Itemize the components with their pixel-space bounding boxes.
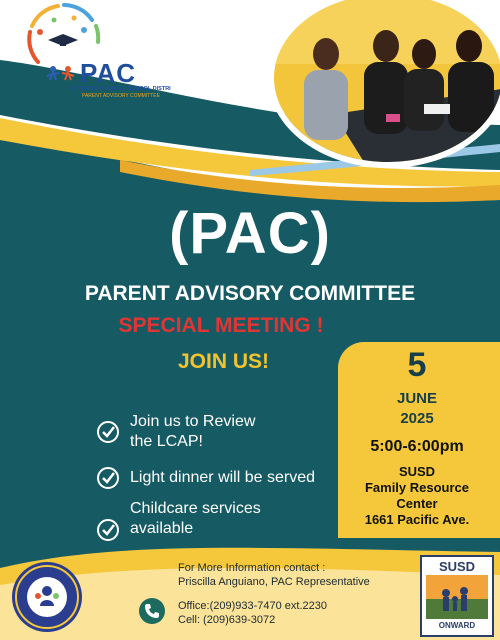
meeting-time: 5:00-6:00pm [370, 438, 464, 455]
headline-acronym: (PAC) [169, 201, 331, 266]
checklist-item [96, 496, 261, 542]
checklist-item [96, 466, 315, 490]
headline-committee: PARENT ADVISORY COMMITTEE [84, 282, 416, 305]
headline-join-us: JOIN US! [178, 350, 270, 373]
logo-acronym: PAC [80, 58, 136, 88]
children-icon [44, 64, 78, 88]
phone-icon [138, 597, 166, 625]
checklist-text [130, 468, 315, 488]
family-resource-center-seal [10, 560, 84, 634]
contact-heading: For More Information contact : [178, 562, 326, 574]
susd-title: SUSD [438, 559, 476, 574]
checklist-line: the LCAP! [130, 433, 203, 450]
location-line: Center [396, 496, 438, 511]
check-circle-icon [96, 518, 120, 542]
susd-onward-text: ONWARD [438, 621, 476, 630]
logo-committee: PARENT ADVISORY COMMITTEE [82, 93, 160, 99]
checklist-text [130, 412, 255, 452]
check-circle-icon [96, 420, 120, 444]
checklist-text [130, 499, 261, 539]
meeting-month: JUNE [396, 390, 437, 407]
contact-name: Priscilla Anguiano, PAC Representative [178, 576, 370, 588]
office-phone: Office:(209)933-7470 ext.2230 [178, 600, 328, 612]
meeting-year: 2025 [400, 410, 434, 427]
checklist-line: Childcare services [130, 500, 261, 517]
checklist-line: Light dinner will be served [130, 469, 315, 486]
checklist-item [96, 412, 255, 452]
checklist-line: available [130, 520, 194, 537]
location-line: Family Resource [364, 480, 470, 495]
checklist-line: Join us to Review [130, 413, 256, 430]
meeting-day: 5 [407, 346, 427, 384]
check-circle-icon [96, 466, 120, 490]
susd-onward-badge [420, 555, 494, 637]
logo-district: STOCKTON UNIFIED SCHOOL DISTRI [72, 86, 171, 92]
location-line: 1661 Pacific Ave. [364, 512, 470, 527]
headline-special-meeting: SPECIAL MEETING ! [118, 314, 324, 337]
location-line: SUSD [398, 464, 436, 479]
cell-phone: Cell: (209)639-3072 [178, 614, 276, 626]
family-illustration [426, 575, 488, 619]
